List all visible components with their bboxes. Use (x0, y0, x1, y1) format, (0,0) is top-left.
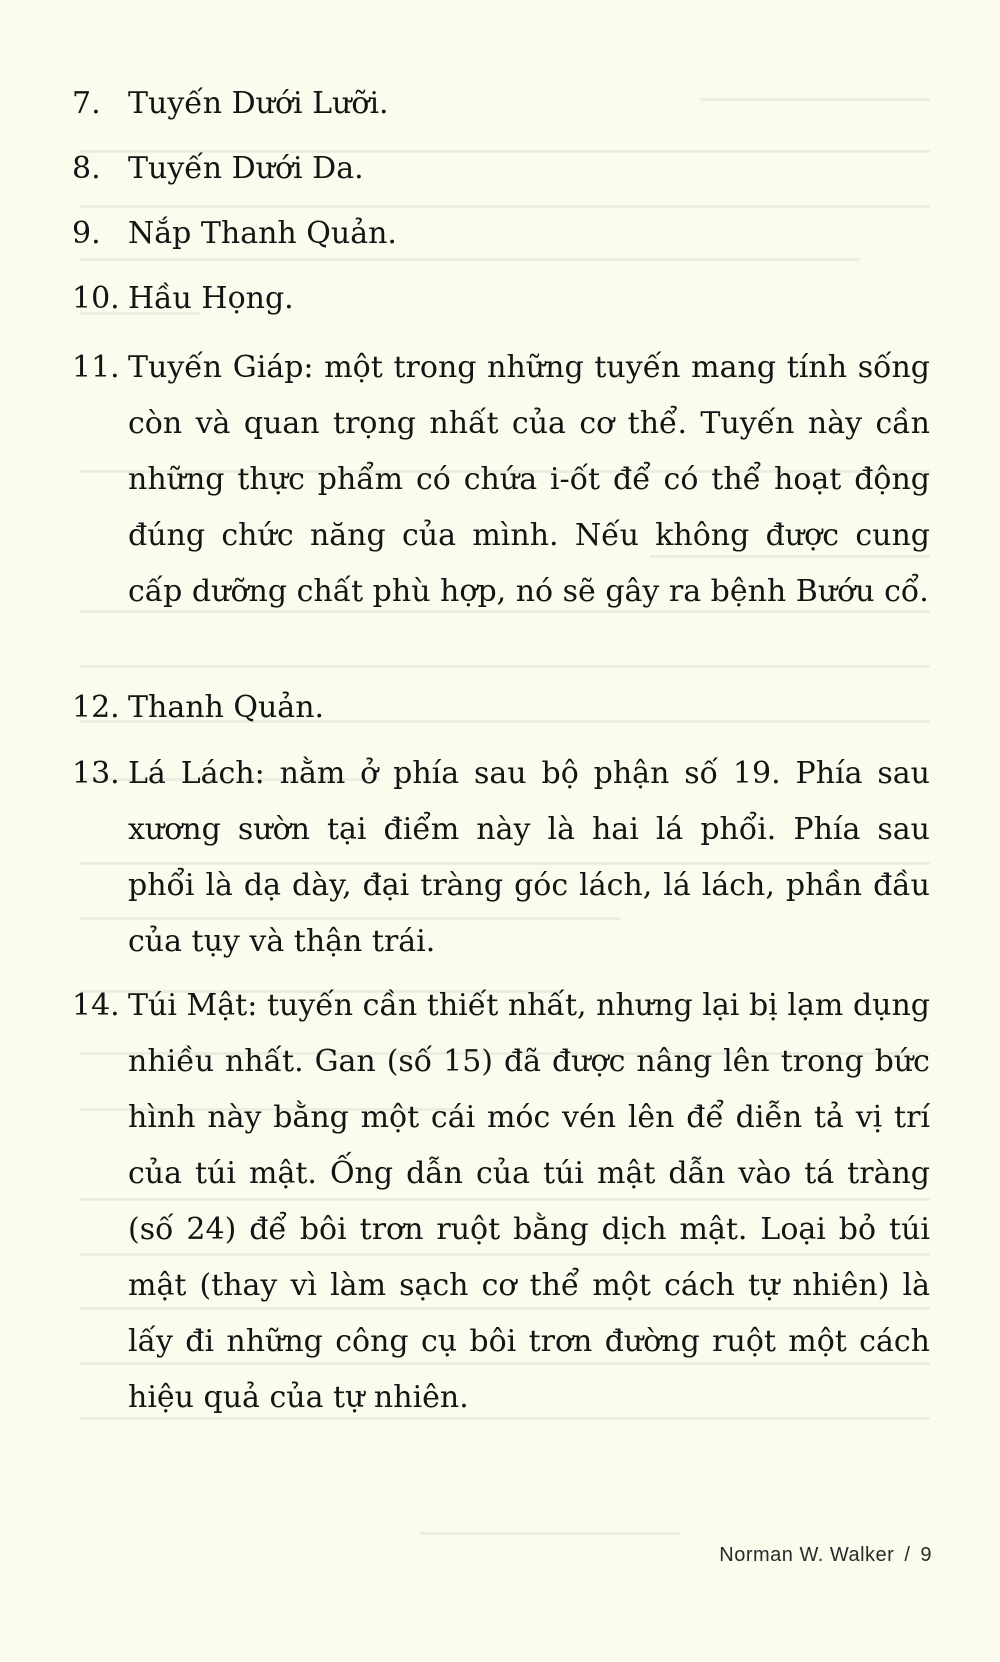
page-footer (719, 1544, 932, 1567)
item-text: Túi Mật: tuyến cần thiết nhất, nhưng lại bị lạm dụng nhiều nhất. Gan (số 15) đã được nâng lên trong bức hình này bằng một cái móc vén lên để diễn tả vị trí của túi mật. Ống dẫn của túi mật dẫn vào tá tràng (số 24) để bôi trơn ruột bằng dịch mật. Loại bỏ túi mật (thay vì làm sạch cơ thể một cách tự nhiên) là lấy đi những công cụ bôi trơn đường ruột một cách hiệu quả của tự nhiên. (128, 988, 930, 1415)
item-text: Hầu Họng. (128, 281, 294, 316)
item-number: 14. (72, 988, 120, 1023)
footer-author: Norman W. Walker (719, 1544, 895, 1566)
item-text: Tuyến Giáp: một trong những tuyến mang tính sống còn và quan trọng nhất của cơ thể. Tuyến này cần những thực phẩm có chứa i-ốt để có thể hoạt động đúng chức năng của mình. Nếu không được cung cấp dưỡng chất phù hợp, nó sẽ gây ra bệnh Bướu cổ. (128, 350, 930, 609)
item-number: 13. (72, 756, 120, 791)
item-number: 7. (72, 86, 101, 121)
item-text: Nắp Thanh Quản. (128, 216, 397, 251)
item-number: 12. (72, 690, 120, 725)
item-text: Lá Lách: nằm ở phía sau bộ phận số 19. Phía sau xương sườn tại điểm này là hai lá phổi. Phía sau phổi là dạ dày, đại tràng góc lách, lá lách, phần đầu của tụy và thận trái. (128, 756, 930, 959)
item-number: 10. (72, 281, 120, 316)
item-number: 8. (72, 151, 101, 186)
footer-separator: / (904, 1544, 911, 1566)
page-number: 9 (920, 1544, 932, 1566)
item-number: 9. (72, 216, 101, 251)
item-text: Thanh Quản. (128, 690, 325, 725)
item-number: 11. (72, 350, 120, 385)
item-text: Tuyến Dưới Da. (128, 151, 364, 186)
item-text: Tuyến Dưới Lưỡi. (128, 86, 389, 121)
